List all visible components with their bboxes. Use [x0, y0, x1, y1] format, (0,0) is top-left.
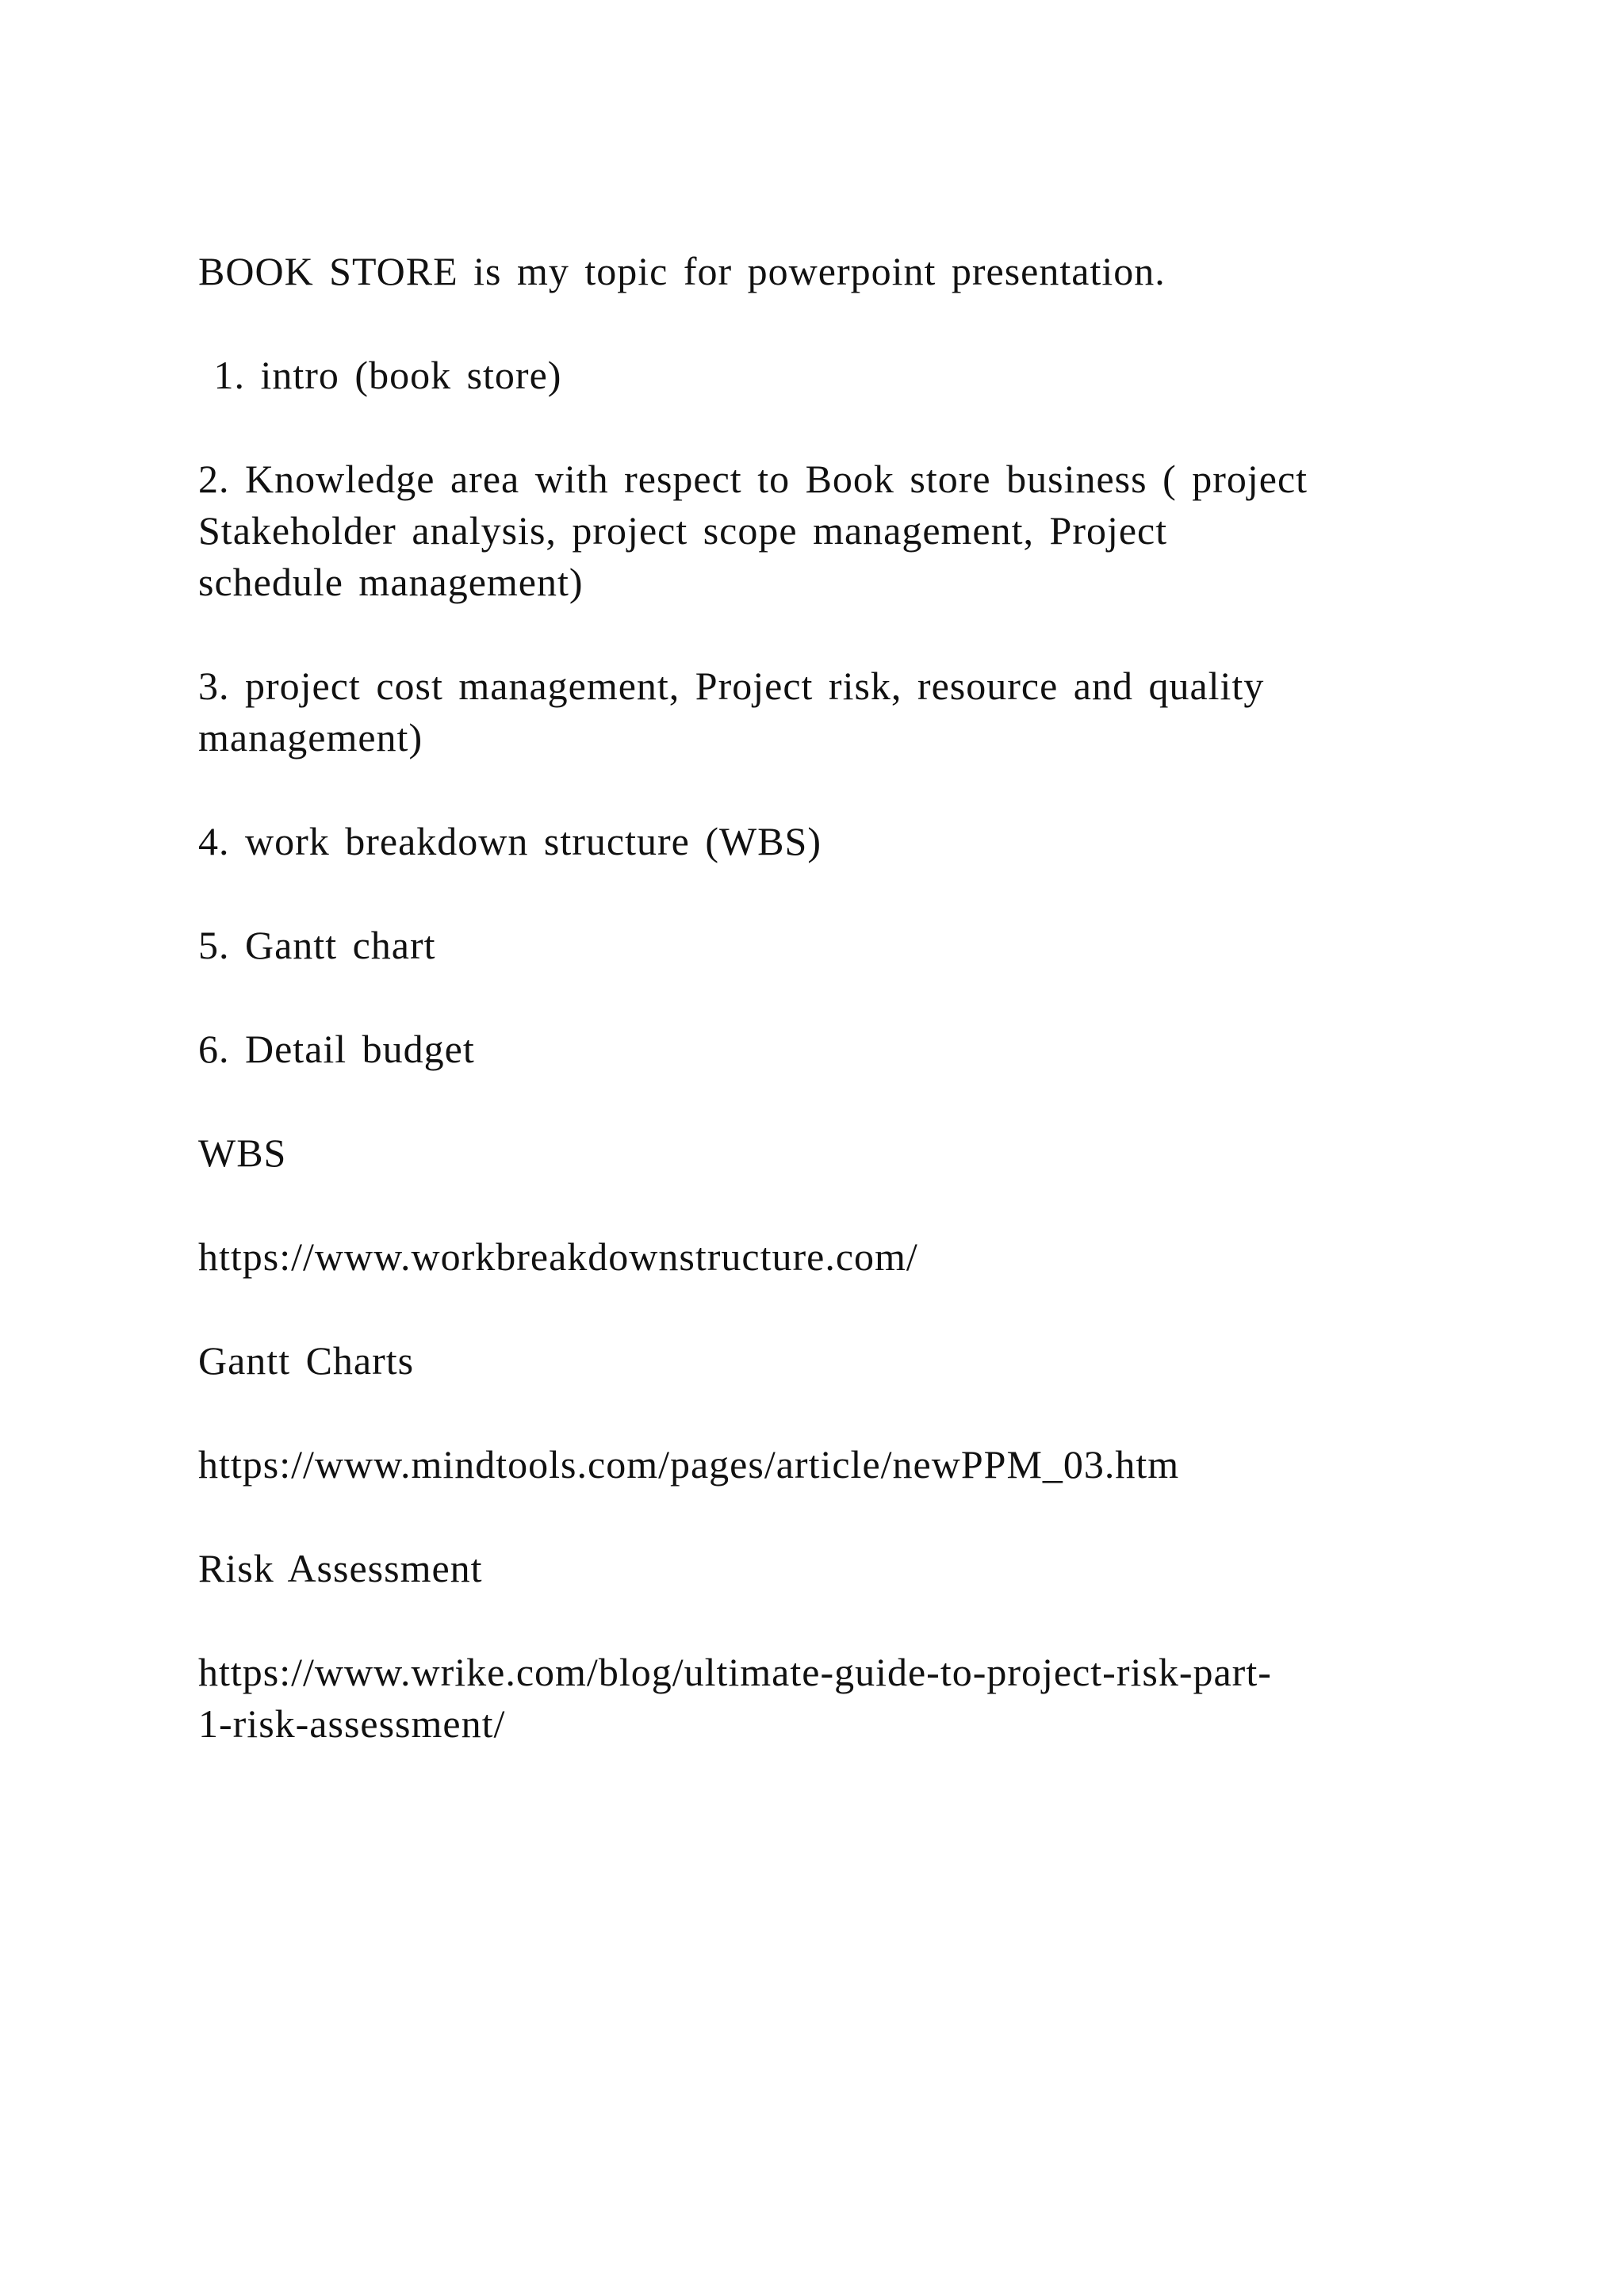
risk-heading: Risk Assessment	[198, 1546, 483, 1590]
list-item-knowledge-area-line: 2. Knowledge area with respect to Book store business ( project	[198, 457, 1308, 501]
risk-url-line: 1-risk-assessment/	[198, 1701, 506, 1746]
risk-url-line: https://www.wrike.com/blog/ultimate-guide-to-project-risk-part-	[198, 1650, 1272, 1694]
gantt-heading: Gantt Charts	[198, 1338, 415, 1383]
list-item-knowledge-area-line: schedule management)	[198, 560, 584, 604]
list-item-wbs: 4. work breakdown structure (WBS)	[198, 819, 822, 863]
document-body	[198, 246, 1435, 1802]
list-item-gantt-chart: 5. Gantt chart	[198, 923, 436, 967]
gantt-url: https://www.mindtools.com/pages/article/newPPM_03.htm	[198, 1442, 1180, 1487]
wbs-heading: WBS	[198, 1131, 287, 1175]
list-item-cost-management	[198, 660, 1435, 763]
list-item-intro: 1. intro (book store)	[198, 353, 562, 397]
list-item-knowledge-area-line: Stakeholder analysis, project scope management, Project	[198, 508, 1168, 553]
list-item-detail-budget: 6. Detail budget	[198, 1027, 475, 1071]
list-item-knowledge-area	[198, 453, 1435, 608]
risk-url	[198, 1647, 1435, 1750]
list-item-cost-management-line: 3. project cost management, Project risk, resource and quality	[198, 664, 1265, 708]
list-item-cost-management-line: management)	[198, 715, 423, 760]
wbs-url: https://www.workbreakdownstructure.com/	[198, 1234, 918, 1279]
topic-line: BOOK STORE is my topic for powerpoint presentation.	[198, 249, 1166, 293]
